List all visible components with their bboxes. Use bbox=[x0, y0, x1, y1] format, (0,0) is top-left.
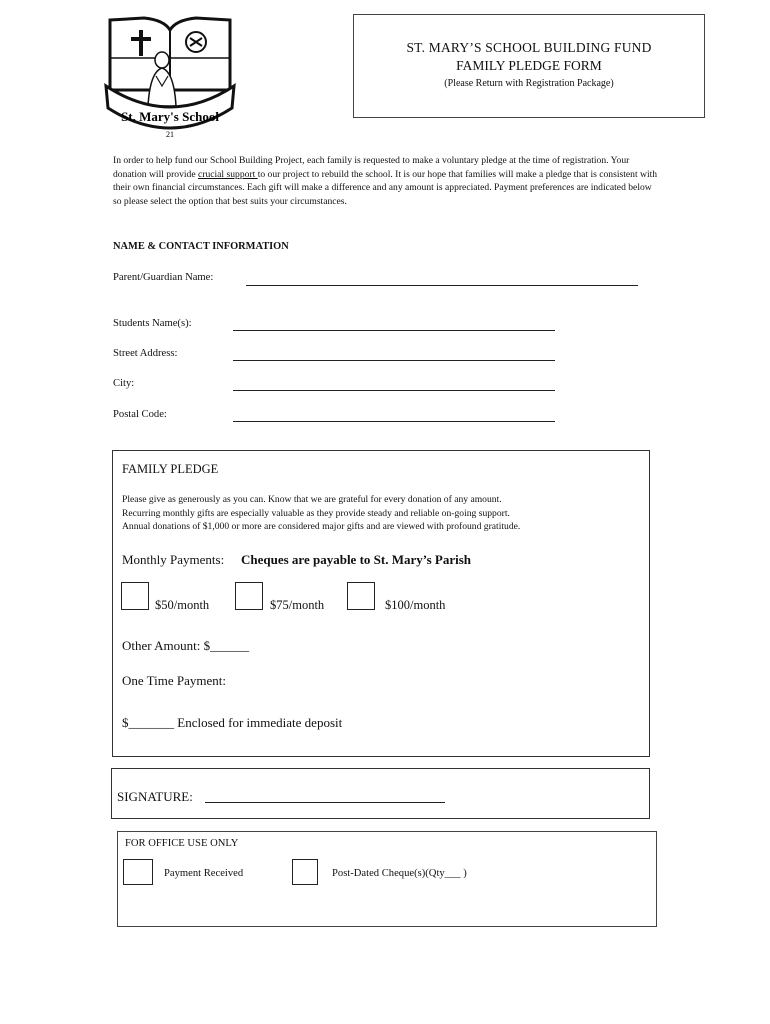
intro-text-start: In order to help fund our School Building Project, each family is requested to make a voluntary pledge at the time of registration. Your donation will provide bbox=[113, 155, 630, 180]
city-label: City: bbox=[113, 378, 135, 389]
parent-name-label: Parent/Guardian Name: bbox=[113, 272, 214, 283]
enclosed-amount-field[interactable]: $_______ Enclosed for immediate deposit bbox=[122, 715, 343, 730]
students-name-field[interactable] bbox=[233, 330, 555, 331]
one-time-payment-label: One Time Payment: bbox=[122, 673, 227, 688]
city-field[interactable] bbox=[233, 390, 555, 391]
form-title-line1: ST. MARY’S SCHOOL BUILDING FUND bbox=[406, 40, 652, 55]
monthly-75-checkbox[interactable] bbox=[235, 582, 263, 610]
form-subtitle: (Please Return with Registration Package) bbox=[444, 78, 614, 89]
monthly-50-checkbox[interactable] bbox=[121, 582, 149, 610]
contact-section-heading: NAME & CONTACT INFORMATION bbox=[113, 241, 289, 252]
students-name-label: Students Name(s): bbox=[113, 318, 192, 329]
pledge-text-line1: Please give as generously as you can. Know that we are grateful for every donation of any amount. bbox=[122, 494, 502, 505]
pledge-text-line3: Annual donations of $1,000 or more are considered major gifts and are viewed with profound gratitude. bbox=[122, 521, 521, 533]
signature-label: SIGNATURE: bbox=[117, 789, 193, 804]
logo-number: 21 bbox=[166, 130, 174, 139]
intro-text-end: to our project to rebuild the school. It is our hope that families will make a pledge that is consistent with their own financial circumstances. Each gift will make a difference and any amount is appreciated. Payment preferences are indicated below so please select the option that best suits your circumstances. bbox=[113, 168, 658, 207]
street-address-label: Street Address: bbox=[113, 348, 178, 359]
monthly-100-label: $100/month bbox=[385, 598, 446, 612]
intro-paragraph bbox=[113, 154, 658, 208]
form-title-box bbox=[353, 14, 705, 118]
signature-field[interactable] bbox=[205, 802, 445, 803]
cheques-payable-note: Cheques are payable to St. Mary’s Parish bbox=[241, 552, 472, 567]
street-address-field[interactable] bbox=[233, 360, 555, 361]
post-dated-cheque-label: Post-Dated Cheque(s)(Qty___ ) bbox=[332, 868, 467, 879]
parent-name-field[interactable] bbox=[246, 285, 638, 286]
payment-received-checkbox[interactable] bbox=[123, 859, 153, 885]
pledge-text-line2: Recurring monthly gifts are especially valuable as they provide steady and reliable on-going support. bbox=[122, 507, 510, 519]
office-use-heading: FOR OFFICE USE ONLY bbox=[125, 838, 239, 849]
pledge-description bbox=[122, 493, 642, 534]
logo-banner-text: St. Mary's School bbox=[121, 109, 219, 124]
monthly-payments-label: Monthly Payments: bbox=[122, 552, 225, 567]
intro-emphasis: crucial support bbox=[198, 168, 258, 180]
postal-code-field[interactable] bbox=[233, 421, 555, 422]
other-amount-field[interactable]: Other Amount: $______ bbox=[122, 638, 250, 653]
monthly-100-checkbox[interactable] bbox=[347, 582, 375, 610]
form-title-line2: FAMILY PLEDGE FORM bbox=[456, 58, 602, 73]
postal-code-label: Postal Code: bbox=[113, 409, 167, 420]
monthly-50-label: $50/month bbox=[155, 598, 210, 612]
payment-received-label: Payment Received bbox=[164, 868, 244, 879]
post-dated-cheque-checkbox[interactable] bbox=[292, 859, 318, 885]
monthly-75-label: $75/month bbox=[270, 598, 325, 612]
school-crest-logo bbox=[104, 16, 236, 140]
pledge-heading: FAMILY PLEDGE bbox=[122, 462, 219, 476]
